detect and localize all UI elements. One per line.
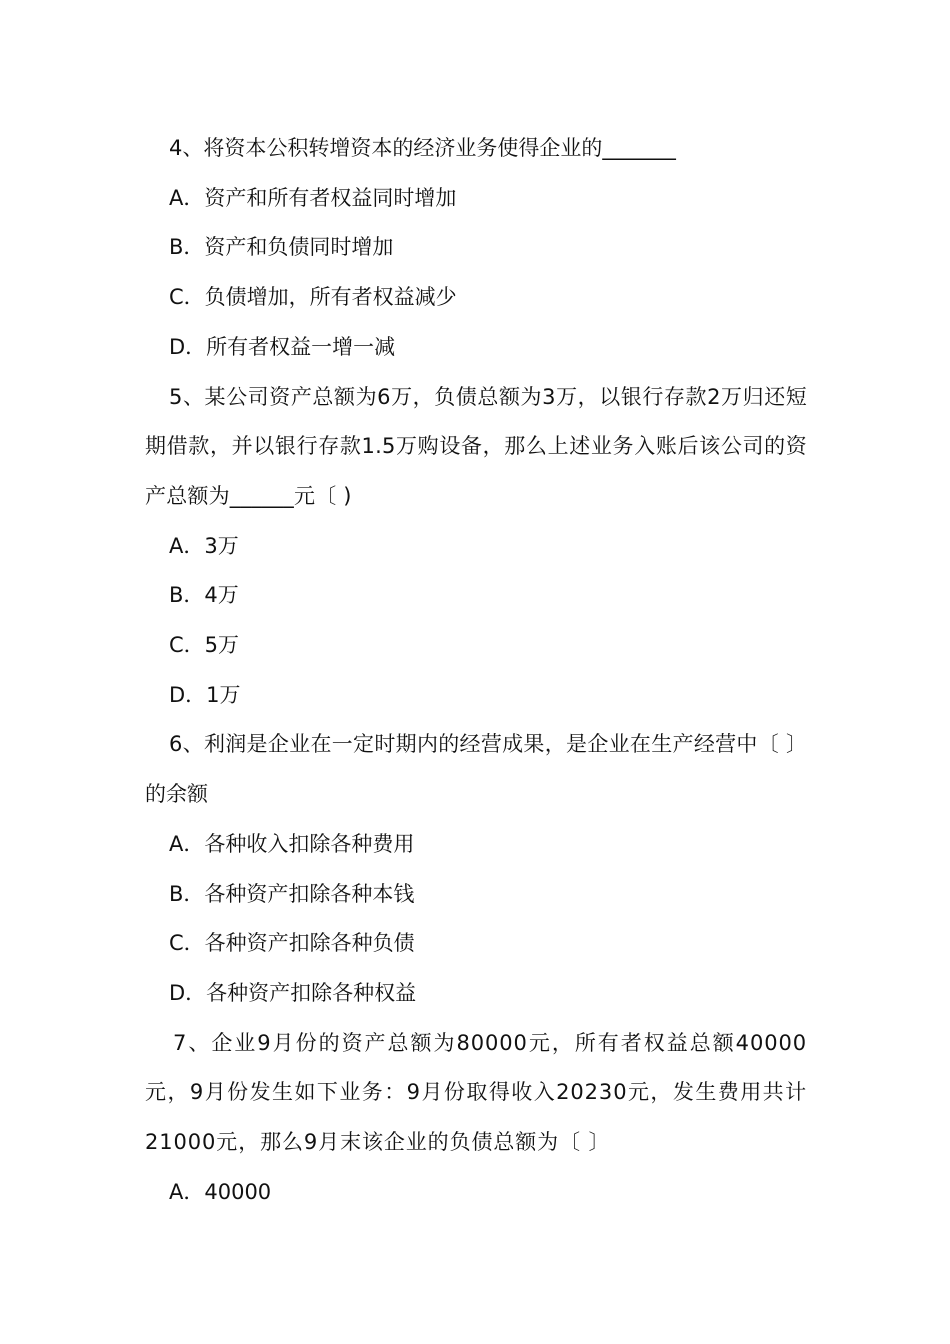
question-6-option-b: B．各种资产扣除各种本钱: [169, 881, 415, 906]
question-7-stem: 7、企业9月份的资产总额为80000元，所有者权益总额40000元，9月份发生如下业务：9月份取得收入20230元，发生费用共计21000元，那么9月末该企业的负债总额为〔 〕: [145, 1030, 807, 1155]
question-5-stem: 5、某公司资产总额为6万，负债总额为3万，以银行存款2万归还短期借款，并以银行存款1.5万购设备，那么上述业务入账后该公司的资产总额为______元〔 ): [145, 384, 807, 508]
question-6-stem: 6、利润是企业在一定时期内的经营成果，是企业在生产经营中〔 〕的余额: [145, 732, 807, 807]
question-4-option-c: C．负债增加，所有者权益减少: [169, 285, 457, 310]
question-6-option-c: C．各种资产扣除各种负债: [169, 931, 415, 956]
question-list: [145, 124, 807, 1217]
question-4-option-a: A．资产和所有者权益同时增加: [169, 185, 457, 210]
question-4-stem: 4、将资本公积转增资本的经济业务使得企业的_______: [169, 136, 676, 160]
question-4-option-d: D．所有者权益一增一减: [169, 334, 396, 359]
question-7-option-a: A．40000: [169, 1179, 272, 1204]
question-5-option-a: A．3万: [169, 533, 239, 558]
question-5-option-b: B．4万: [169, 583, 239, 608]
question-5-option-c: C．5万: [169, 633, 240, 658]
question-6-option-a: A．各种收入扣除各种费用: [169, 831, 415, 856]
question-6-option-d: D．各种资产扣除各种权益: [169, 980, 417, 1005]
question-4-option-b: B．资产和负债同时增加: [169, 235, 394, 260]
question-5-option-d: D．1万: [169, 682, 241, 707]
